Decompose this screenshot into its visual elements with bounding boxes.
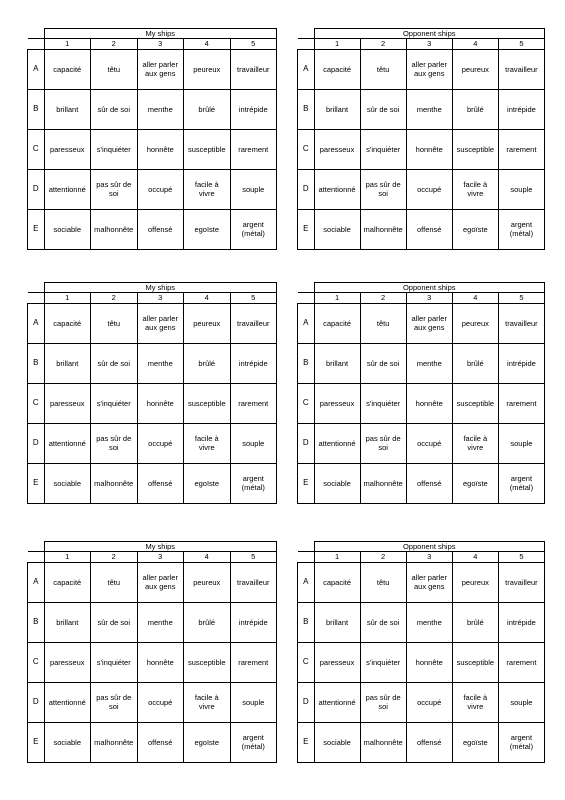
grid-cell[interactable]: offensé — [406, 463, 452, 503]
opponent-ships-grid — [297, 541, 545, 763]
corner-cell — [298, 552, 315, 562]
grid-cell[interactable]: offensé — [137, 463, 184, 503]
column-header: 2 — [91, 39, 138, 49]
grid-cell[interactable]: honnête — [137, 642, 184, 682]
grid-cell[interactable]: attentionné — [314, 169, 360, 209]
corner-cell — [28, 283, 45, 293]
column-header: 1 — [314, 39, 360, 49]
column-header: 4 — [452, 293, 498, 303]
grid-cell[interactable]: egoïste — [184, 463, 231, 503]
column-header: 5 — [498, 39, 544, 49]
grid-cell[interactable]: sûr de soi — [91, 602, 138, 642]
grid-cell[interactable]: aller parler aux gens — [137, 562, 184, 602]
grid-cell[interactable]: capacité — [44, 49, 91, 89]
row-label: A — [298, 562, 315, 602]
grid-cell[interactable]: menthe — [137, 89, 184, 129]
grid-cell[interactable]: souple — [230, 682, 277, 722]
grid-cell[interactable]: egoïste — [452, 463, 498, 503]
row-label: D — [298, 169, 315, 209]
row-label: D — [28, 169, 45, 209]
grid-cell[interactable]: aller parler aux gens — [406, 562, 452, 602]
grid-cell[interactable]: pas sûr de soi — [360, 682, 406, 722]
row-label: E — [298, 722, 315, 762]
grid-title: My ships — [44, 542, 277, 552]
row-label: C — [28, 383, 45, 423]
column-header: 1 — [314, 293, 360, 303]
grid-cell[interactable]: offensé — [137, 722, 184, 762]
grid-cell[interactable]: pas sûr de soi — [91, 423, 138, 463]
corner-cell — [298, 542, 315, 552]
grid-cell[interactable]: sûr de soi — [91, 343, 138, 383]
grid-cell[interactable]: occupé — [406, 423, 452, 463]
grid-cell[interactable]: offensé — [406, 209, 452, 249]
grid-cell[interactable]: brillant — [314, 602, 360, 642]
grid-cell[interactable]: sûr de soi — [360, 602, 406, 642]
grid-cell[interactable]: capacité — [44, 303, 91, 343]
grid-cell[interactable]: aller parler aux gens — [137, 303, 184, 343]
corner-cell — [298, 39, 315, 49]
grid-cell[interactable]: malhonnête — [360, 463, 406, 503]
grid-cell[interactable]: sociable — [44, 209, 91, 249]
grid-cell[interactable]: brillant — [314, 343, 360, 383]
row-label: E — [298, 463, 315, 503]
grid-cell[interactable]: brûlé — [452, 343, 498, 383]
grid-cell[interactable]: aller parler aux gens — [406, 49, 452, 89]
my-ships-grid — [27, 282, 277, 504]
opponent-ships-grid — [297, 282, 545, 504]
row-label: A — [298, 49, 315, 89]
grid-cell[interactable]: pas sûr de soi — [91, 682, 138, 722]
column-header: 1 — [44, 293, 91, 303]
corner-cell — [28, 293, 45, 303]
grid-cell[interactable]: occupé — [137, 682, 184, 722]
grid-cell[interactable]: susceptible — [452, 642, 498, 682]
my-ships-grid — [27, 541, 277, 763]
column-header: 4 — [452, 552, 498, 562]
grid-cell[interactable]: malhonnête — [91, 722, 138, 762]
corner-cell — [28, 542, 45, 552]
grid-cell[interactable]: occupé — [137, 169, 184, 209]
grid-cell[interactable]: travailleur — [230, 49, 277, 89]
row-label: E — [28, 209, 45, 249]
grid-cell[interactable]: brûlé — [452, 89, 498, 129]
grid-cell[interactable]: egoïste — [184, 209, 231, 249]
grid-cell[interactable]: capacité — [44, 562, 91, 602]
grid-cell[interactable]: malhonnête — [91, 463, 138, 503]
row-label: A — [28, 303, 45, 343]
column-header: 2 — [360, 39, 406, 49]
column-header: 4 — [184, 293, 231, 303]
grid-cell[interactable]: argent (métal) — [230, 463, 277, 503]
grid-cell[interactable]: pas sûr de soi — [360, 423, 406, 463]
grid-cell[interactable]: menthe — [406, 89, 452, 129]
column-header: 2 — [360, 552, 406, 562]
grid-cell[interactable]: susceptible — [184, 383, 231, 423]
grid-cell[interactable]: menthe — [406, 343, 452, 383]
grid-cell[interactable]: susceptible — [184, 642, 231, 682]
grid-cell[interactable]: brûlé — [184, 602, 231, 642]
grid-cell[interactable]: brûlé — [184, 343, 231, 383]
row-label: B — [28, 602, 45, 642]
grid-cell[interactable]: rarement — [230, 642, 277, 682]
grid-cell[interactable]: intrépide — [230, 602, 277, 642]
grid-cell[interactable]: egoïste — [452, 209, 498, 249]
grid-cell[interactable]: susceptible — [452, 383, 498, 423]
column-header: 1 — [314, 552, 360, 562]
grid-cell[interactable]: s'inquiéter — [91, 383, 138, 423]
grid-cell[interactable]: rarement — [230, 383, 277, 423]
grid-cell[interactable]: têtu — [91, 303, 138, 343]
corner-cell — [28, 552, 45, 562]
grid-cell[interactable]: paresseux — [314, 129, 360, 169]
row-label: B — [28, 89, 45, 129]
grid-title: Opponent ships — [314, 542, 545, 552]
grid-cell[interactable]: peureux — [184, 49, 231, 89]
corner-cell — [298, 29, 315, 39]
grid-cell[interactable]: argent (métal) — [498, 463, 544, 503]
grid-cell[interactable]: paresseux — [314, 383, 360, 423]
grid-cell[interactable]: facile à vivre — [452, 682, 498, 722]
grid-cell[interactable]: brûlé — [184, 89, 231, 129]
grid-cell[interactable]: rarement — [498, 642, 544, 682]
grid-cell[interactable]: facile à vivre — [184, 682, 231, 722]
grid-title: My ships — [44, 29, 277, 39]
grid-cell[interactable]: intrépide — [498, 602, 544, 642]
grid-cell[interactable]: capacité — [314, 562, 360, 602]
row-label: C — [298, 642, 315, 682]
grid-cell[interactable]: brillant — [314, 89, 360, 129]
grid-cell[interactable]: peureux — [452, 562, 498, 602]
grid-cell[interactable]: paresseux — [44, 383, 91, 423]
grid-cell[interactable]: occupé — [137, 423, 184, 463]
grid-cell[interactable]: souple — [230, 423, 277, 463]
grid-cell[interactable]: peureux — [452, 49, 498, 89]
row-label: D — [298, 423, 315, 463]
grid-cell[interactable]: brillant — [44, 602, 91, 642]
row-label: A — [28, 562, 45, 602]
grid-cell[interactable]: capacité — [314, 303, 360, 343]
column-header: 2 — [91, 293, 138, 303]
grid-cell[interactable]: souple — [498, 169, 544, 209]
grid-cell[interactable]: s'inquiéter — [91, 129, 138, 169]
column-header: 5 — [230, 552, 277, 562]
grid-cell[interactable]: menthe — [406, 602, 452, 642]
column-header: 3 — [137, 552, 184, 562]
grid-cell[interactable]: occupé — [406, 169, 452, 209]
grid-cell[interactable]: occupé — [406, 682, 452, 722]
grid-title: Opponent ships — [314, 29, 545, 39]
grid-cell[interactable]: têtu — [91, 49, 138, 89]
column-header: 5 — [498, 293, 544, 303]
grid-cell[interactable]: têtu — [360, 562, 406, 602]
row-label: E — [28, 463, 45, 503]
row-label: C — [28, 642, 45, 682]
grid-cell[interactable]: sociable — [314, 722, 360, 762]
grid-cell[interactable]: facile à vivre — [452, 169, 498, 209]
row-label: B — [298, 343, 315, 383]
grid-cell[interactable]: têtu — [360, 303, 406, 343]
row-label: C — [298, 129, 315, 169]
column-header: 3 — [406, 552, 452, 562]
corner-cell — [298, 283, 315, 293]
grid-cell[interactable]: souple — [498, 682, 544, 722]
grid-cell[interactable]: sûr de soi — [91, 89, 138, 129]
grid-title: My ships — [44, 283, 277, 293]
grid-cell[interactable]: paresseux — [44, 642, 91, 682]
grid-cell[interactable]: malhonnête — [360, 722, 406, 762]
grid-cell[interactable]: brillant — [44, 89, 91, 129]
grid-cell[interactable]: attentionné — [314, 682, 360, 722]
column-header: 1 — [44, 39, 91, 49]
column-header: 5 — [230, 39, 277, 49]
column-header: 3 — [406, 39, 452, 49]
grid-cell[interactable]: egoïste — [184, 722, 231, 762]
grid-cell[interactable]: susceptible — [184, 129, 231, 169]
grid-cell[interactable]: menthe — [137, 602, 184, 642]
column-header: 1 — [44, 552, 91, 562]
grid-cell[interactable]: têtu — [91, 562, 138, 602]
column-header: 4 — [184, 39, 231, 49]
grid-cell[interactable]: aller parler aux gens — [406, 303, 452, 343]
grid-cell[interactable]: honnête — [406, 129, 452, 169]
grid-cell[interactable]: honnête — [137, 129, 184, 169]
grid-cell[interactable]: paresseux — [314, 642, 360, 682]
column-header: 3 — [406, 293, 452, 303]
grid-cell[interactable]: sociable — [44, 722, 91, 762]
column-header: 3 — [137, 39, 184, 49]
row-label: A — [298, 303, 315, 343]
grid-cell[interactable]: argent (métal) — [230, 209, 277, 249]
grid-cell[interactable]: argent (métal) — [498, 722, 544, 762]
grid-title: Opponent ships — [314, 283, 545, 293]
corner-cell — [28, 29, 45, 39]
row-label: C — [28, 129, 45, 169]
grid-cell[interactable]: honnête — [406, 642, 452, 682]
row-label: A — [28, 49, 45, 89]
grid-cell[interactable]: intrépide — [498, 89, 544, 129]
grid-cell[interactable]: intrépide — [230, 343, 277, 383]
grid-cell[interactable]: s'inquiéter — [360, 383, 406, 423]
grid-cell[interactable]: s'inquiéter — [360, 642, 406, 682]
grid-cell[interactable]: attentionné — [314, 423, 360, 463]
grid-cell[interactable]: offensé — [406, 722, 452, 762]
grid-cell[interactable]: facile à vivre — [184, 169, 231, 209]
grid-cell[interactable]: offensé — [137, 209, 184, 249]
column-header: 5 — [498, 552, 544, 562]
grid-cell[interactable]: souple — [230, 169, 277, 209]
column-header: 5 — [230, 293, 277, 303]
row-label: C — [298, 383, 315, 423]
grid-cell[interactable]: capacité — [314, 49, 360, 89]
opponent-ships-grid — [297, 28, 545, 250]
grid-cell[interactable]: pas sûr de soi — [360, 169, 406, 209]
row-label: E — [298, 209, 315, 249]
grid-cell[interactable]: peureux — [184, 562, 231, 602]
grid-cell[interactable]: souple — [498, 423, 544, 463]
grid-cell[interactable]: travailleur — [498, 303, 544, 343]
row-label: D — [28, 423, 45, 463]
grid-cell[interactable]: sociable — [44, 463, 91, 503]
row-label: D — [298, 682, 315, 722]
corner-cell — [298, 293, 315, 303]
row-label: B — [298, 602, 315, 642]
grid-cell[interactable]: rarement — [230, 129, 277, 169]
grid-cell[interactable]: travailleur — [230, 562, 277, 602]
grid-cell[interactable]: travailleur — [230, 303, 277, 343]
grid-cell[interactable]: s'inquiéter — [360, 129, 406, 169]
column-header: 4 — [452, 39, 498, 49]
my-ships-grid — [27, 28, 277, 250]
grid-cell[interactable]: facile à vivre — [452, 423, 498, 463]
grid-cell[interactable]: brûlé — [452, 602, 498, 642]
grid-cell[interactable]: intrépide — [498, 343, 544, 383]
grid-cell[interactable]: sociable — [314, 209, 360, 249]
grid-cell[interactable]: aller parler aux gens — [137, 49, 184, 89]
row-label: B — [28, 343, 45, 383]
grid-cell[interactable]: menthe — [137, 343, 184, 383]
grid-cell[interactable]: rarement — [498, 129, 544, 169]
grid-cell[interactable]: susceptible — [452, 129, 498, 169]
grid-cell[interactable]: brillant — [44, 343, 91, 383]
grid-cell[interactable]: facile à vivre — [184, 423, 231, 463]
grid-cell[interactable]: peureux — [184, 303, 231, 343]
grid-cell[interactable]: sûr de soi — [360, 89, 406, 129]
grid-cell[interactable]: egoïste — [452, 722, 498, 762]
grid-cell[interactable]: paresseux — [44, 129, 91, 169]
grid-cell[interactable]: pas sûr de soi — [91, 169, 138, 209]
grid-cell[interactable]: peureux — [452, 303, 498, 343]
column-header: 4 — [184, 552, 231, 562]
grid-cell[interactable]: rarement — [498, 383, 544, 423]
grid-cell[interactable]: sûr de soi — [360, 343, 406, 383]
grid-cell[interactable]: travailleur — [498, 49, 544, 89]
column-header: 2 — [360, 293, 406, 303]
grid-cell[interactable]: argent (métal) — [498, 209, 544, 249]
grid-cell[interactable]: argent (métal) — [230, 722, 277, 762]
grid-cell[interactable]: attentionné — [44, 169, 91, 209]
column-header: 3 — [137, 293, 184, 303]
grid-cell[interactable]: travailleur — [498, 562, 544, 602]
grid-cell[interactable]: honnête — [406, 383, 452, 423]
grid-cell[interactable]: s'inquiéter — [91, 642, 138, 682]
grid-cell[interactable]: intrépide — [230, 89, 277, 129]
row-label: E — [28, 722, 45, 762]
grid-cell[interactable]: sociable — [314, 463, 360, 503]
corner-cell — [28, 39, 45, 49]
grid-cell[interactable]: malhonnête — [360, 209, 406, 249]
row-label: D — [28, 682, 45, 722]
grid-cell[interactable]: malhonnête — [91, 209, 138, 249]
grid-cell[interactable]: honnête — [137, 383, 184, 423]
grid-cell[interactable]: attentionné — [44, 682, 91, 722]
row-label: B — [298, 89, 315, 129]
grid-cell[interactable]: têtu — [360, 49, 406, 89]
column-header: 2 — [91, 552, 138, 562]
grid-cell[interactable]: attentionné — [44, 423, 91, 463]
